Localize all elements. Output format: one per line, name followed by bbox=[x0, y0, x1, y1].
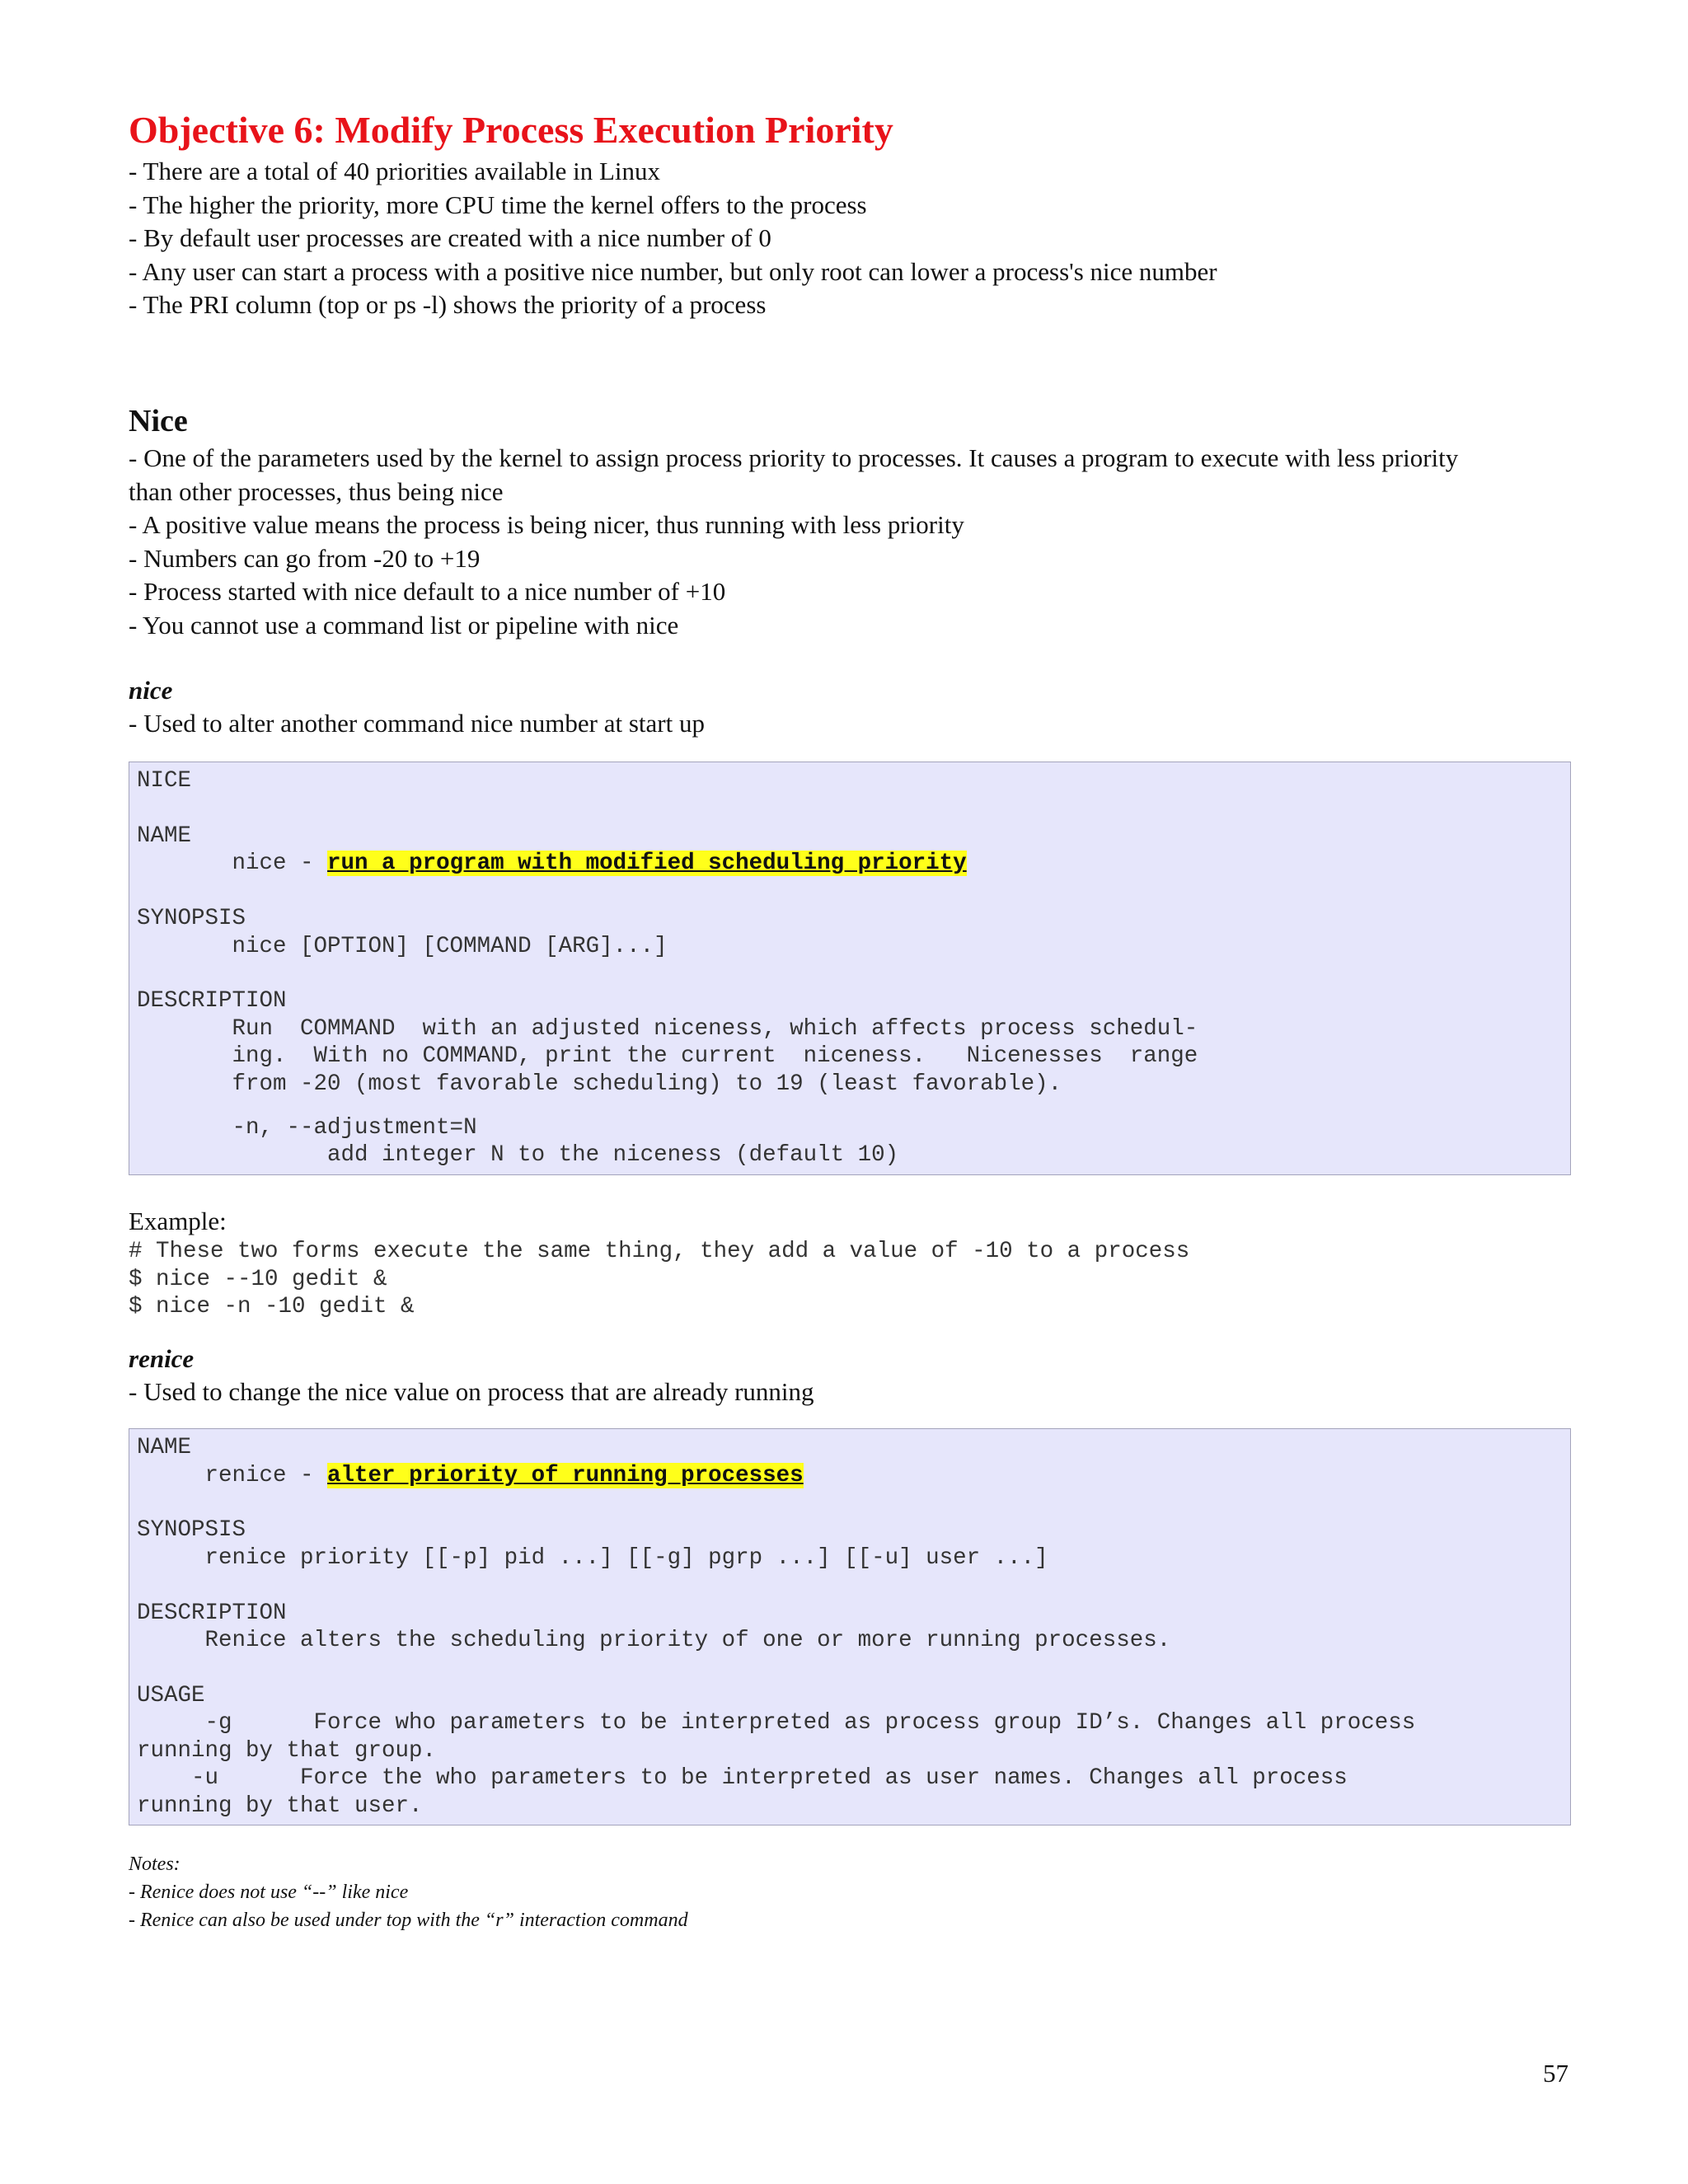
man-name-prefix: renice - bbox=[137, 1462, 328, 1488]
nice-point: - A positive value means the process is being nicer, thus running with less priority bbox=[129, 510, 964, 540]
code-line: # These two forms execute the same thing, they add a value of -10 to a process bbox=[129, 1239, 1190, 1265]
nice-points-list bbox=[129, 442, 1571, 643]
man-line: Renice alters the scheduling priority of one or more running processes. bbox=[137, 1628, 1171, 1654]
nice-point: than other processes, thus being nice bbox=[129, 476, 504, 506]
code-line: $ nice --10 gedit & bbox=[129, 1266, 387, 1292]
intro-item: - Any user can start a process with a positive nice number, but only root can lower a process's nice number bbox=[129, 256, 1217, 286]
renice-command-description: - Used to change the nice value on process that are already running bbox=[129, 1376, 814, 1406]
man-name-line bbox=[137, 1462, 1563, 1489]
man-line: Run COMMAND with an adjusted niceness, which affects process schedul- bbox=[137, 1015, 1198, 1042]
man-line: NAME bbox=[137, 823, 192, 849]
man-line: running by that group. bbox=[137, 1737, 437, 1764]
man-line: -g Force who parameters to be interpreted as process group ID’s. Changes all process bbox=[137, 1710, 1416, 1736]
man-line: ing. With no COMMAND, print the current niceness. Nicenesses range bbox=[137, 1043, 1198, 1070]
nice-point: - Process started with nice default to a nice number of +10 bbox=[129, 577, 726, 607]
intro-list bbox=[129, 155, 1571, 322]
man-line: -u Force the who parameters to be interpreted as user names. Changes all process bbox=[137, 1765, 1348, 1792]
nice-section-heading: Nice bbox=[129, 403, 188, 438]
man-line: -n, --adjustment=N bbox=[137, 1115, 477, 1141]
man-line: from -20 (most favorable scheduling) to 19 (least favorable). bbox=[137, 1071, 1062, 1097]
nice-point: - Numbers can go from -20 to +19 bbox=[129, 543, 481, 573]
nice-point: - One of the parameters used by the kernel to assign process priority to processes. It causes a program to execute with less priority bbox=[129, 443, 1459, 472]
nice-man-page-box bbox=[129, 762, 1571, 1175]
notes-label: Notes: bbox=[129, 1853, 181, 1875]
man-line: NICE bbox=[137, 768, 192, 794]
man-line: nice [OPTION] [COMMAND [ARG]...] bbox=[137, 933, 668, 959]
example-code bbox=[129, 1238, 1571, 1320]
renice-man-page-box bbox=[129, 1428, 1571, 1825]
man-line: NAME bbox=[137, 1435, 192, 1461]
highlighted-text: alter priority of running processes bbox=[327, 1462, 804, 1488]
intro-item: - The higher the priority, more CPU time the kernel offers to the process bbox=[129, 190, 867, 219]
intro-item: - By default user processes are created with a nice number of 0 bbox=[129, 223, 771, 253]
man-line: SYNOPSIS bbox=[137, 1517, 246, 1544]
man-line: DESCRIPTION bbox=[137, 1600, 287, 1626]
nice-command-description: - Used to alter another command nice number at start up bbox=[129, 708, 705, 738]
man-line: DESCRIPTION bbox=[137, 988, 287, 1015]
highlighted-text: run a program with modified scheduling priority bbox=[327, 851, 967, 877]
man-line: USAGE bbox=[137, 1682, 205, 1708]
man-line: running by that user. bbox=[137, 1793, 423, 1819]
man-name-line bbox=[137, 850, 1563, 877]
nice-point: - You cannot use a command list or pipeline with nice bbox=[129, 610, 679, 640]
page-title: Objective 6: Modify Process Execution Priority bbox=[129, 109, 893, 151]
note-item: - Renice can also be used under top with the “r” interaction command bbox=[129, 1909, 688, 1931]
intro-item: - There are a total of 40 priorities available in Linux bbox=[129, 157, 661, 185]
man-line: SYNOPSIS bbox=[137, 906, 246, 932]
man-name-prefix: nice - bbox=[137, 851, 328, 877]
renice-command-heading: renice bbox=[129, 1343, 195, 1373]
code-line: $ nice -n -10 gedit & bbox=[129, 1294, 415, 1320]
document-page bbox=[129, 105, 1571, 1934]
nice-command-heading: nice bbox=[129, 675, 173, 705]
notes-block bbox=[129, 1850, 1571, 1934]
man-line: renice priority [[-p] pid ...] [[-g] pgrp ...] [[-u] user ...] bbox=[137, 1544, 1048, 1571]
intro-item: - The PRI column (top or ps -l) shows the priority of a process bbox=[129, 290, 767, 320]
example-label: Example: bbox=[129, 1206, 227, 1235]
page-number: 57 bbox=[1543, 2059, 1568, 2088]
note-item: - Renice does not use “--” like nice bbox=[129, 1881, 409, 1903]
man-line: add integer N to the niceness (default 10) bbox=[137, 1142, 899, 1169]
